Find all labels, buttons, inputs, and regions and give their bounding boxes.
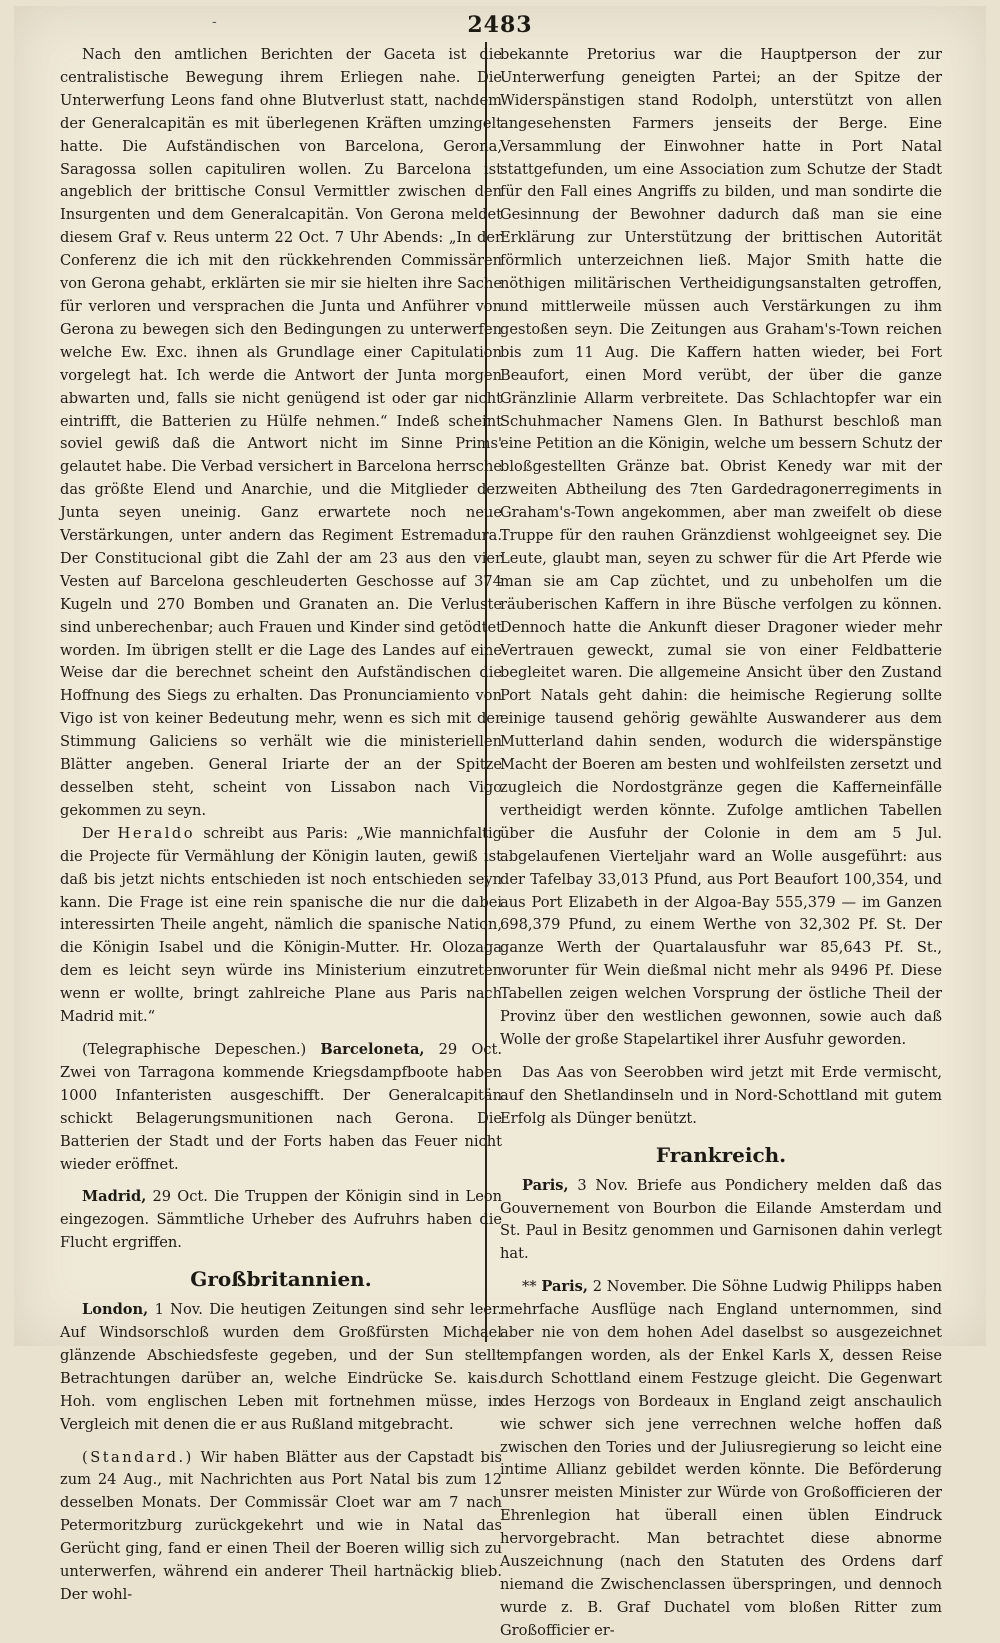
page-mark: - [212,14,217,30]
page-number: 2483 [467,12,533,38]
paragraph-text: Wir haben Blätter aus der Capstadt bis zum 24 Aug., mit Nachrichten aus Port Natal bis zum 12 desselben Monats. Der Commissär Cloet war am 7 nach Petermoritzburg zurückgekehrt und wie in Natal das Gerücht ging, fand er einen Theil der Boeren willig sich zu unterwerfen, während ein anderer Theil hartnäckig blieb. Der wohl- [60,1448,502,1603]
seal-fertilizer-paragraph: Das Aas von Seerobben wird jetzt mit Erde vermischt, auf den Shetlandinseln und in Nord-Schottland mit gutem Erfolg als Dünger benützt. [500,1063,942,1127]
paragraph-text: Briefe aus Pondichery melden daß das Gouvernement von Bourbon die Eilande Amsterdam und St. Paul in Besitz genommen und Garnisonen dahin verlegt hat. [500,1176,943,1263]
paragraph-lead: Der [82,824,110,842]
dispatch-label: (Telegraphische Depeschen.) [82,1040,307,1058]
heraldo-paragraph [60,823,502,1029]
dateline-place: Madrid, [82,1188,147,1206]
paragraph-text: 2 November. Die Söhne Ludwig Philipps haben mehrfache Ausflüge nach England unternommen, sind aber nie von dem hohen Adel daselbst so ausgezeichnet empfangen worden, als der Enkel Karls X, dessen Reise durch Schottland einem Festzuge gleicht. Die Gegenwart des Herzogs von Bordeaux in England zeigt anschaulich wie schwer sich jene verrechnen welche hoffen daß zwischen den Tories und der Juliusregierung so leicht eine intime Allianz gebildet werden könnte. Die Beförderung unsrer meisten Minister zur Würde von Großofficieren der Ehrenlegion hat überall einen üblen Eindruck hervorgebracht. Man betrachtet diese abnorme Auszeichnung (nach den Statuten des Ordens darf niemand die Zwischenclassen überspringen, und dennoch wurde z. B. Graf Duchatel vom bloßen Ritter zum Großofficier er- [500,1278,942,1639]
london-paragraph [60,1299,502,1436]
paragraph-text: Die heutigen Zeitungen sind sehr leer. Auf Windsorschloß wurden dem Großfürsten Michael glänzende Abschiedsfeste gegeben, und der Sun stellt Betrachtungen darüber an, welche Eindrücke Se. kais. Hoh. vom englischen Leben mit fortnehmen müsse, in Vergleich mit denen die er aus Rußland mitgebracht. [60,1301,502,1433]
source-name: (Standard.) [82,1448,194,1466]
right-column [500,44,942,1643]
paragraph-text: 29 Oct. Die Truppen der Königin sind in Leon eingezogen. Sämmtliche Urheber des Aufruhrs haben die Flucht ergriffen. [60,1188,503,1252]
correspondent-mark: ** [522,1278,537,1296]
paris-bordeaux-paragraph [500,1276,942,1643]
cape-continued-paragraph: bekannte Pretorius war die Hauptperson der zur Unterwerfung geneigten Partei; an der Spitze der Widerspänstigen stand Rodolph, unterstützt von allen angesehensten Farmers jenseits der Berge. Eine Versammlung der Einwohner hatte in Port Natal stattgefunden, um eine Association zum Schutze der Stadt für den Fall eines Angriffs zu bilden, und man sondirte die Gesinnung der Bewohner dadurch daß man sie eine Erklärung zur Unterstützung der brittischen Autorität förmlich unterzeichnen ließ. Major Smith hatte die nöthigen militärischen Vertheidigungsanstalten getroffen, und mittlerweile müssen auch Verstärkungen zu ihm gestoßen seyn. Die Zeitungen aus Graham's-Town reichen bis zum 11 Aug. Die Kaffern hatten wieder, bei Fort Beaufort, einen Mord verübt, der über die ganze Gränzlinie Allarm verbreitete. Das Schlachtopfer war ein Schuhmacher Namens Glen. In Bathurst beschloß man eine Petition an die Königin, welche um bessern Schutz der bloßgestellten Gränze bat. Obrist Kenedy war mit der zweiten Abtheilung des 7ten Gardedragonerregiments in Graham's-Town angekommen, aber man zweifelt ob diese Truppe für den rauhen Gränzdienst wohlgeeignet sey. Die Leute, glaubt man, seyen zu schwer für die Art Pferde wie man sie am Cap züchtet, und zu unbeholfen um die räuberischen Kaffern in ihre Büsche verfolgen zu können. Dennoch hatte die Ankunft dieser Dragoner wieder mehr Vertrauen geweckt, zumal sie von einer Feldbatterie begleitet waren. Die allgemeine Ansicht über den Zustand Port Natals geht dahin: die heimische Regierung sollte einige tausend gehörig gewählte Auswanderer aus dem Mutterland dahin senden, wodurch die widerspänstige Macht der Boeren am besten und wohlfeilsten zersetzt und zugleich die Nordostgränze gegen die Kafferneinfälle vertheidigt werden könnte. Zufolge amtlichen Tabellen über die Ausfuhr der Colonie in dem am 5 Jul. abgelaufenen Vierteljahr ward an Wolle ausgeführt: aus der Tafelbay 33,013 Pfund, aus Port Beaufort 100,354, und aus Port Elizabeth in der Algoa-Bay 555,379 — im Ganzen 698,379 Pfund, zu einem Werthe von 32,302 Pf. St. Der ganze Werth der Quartalausfuhr war 85,643 Pf. St., worunter für Wein dießmal nicht mehr als 9496 Pf. Diese Tabellen zeigen welchen Vorsprung der östliche Theil der Provinz über den westlichen gewonnen, sowie auch daß Wolle der große Stapelartikel ihrer Ausfuhr geworden. [500,46,942,1048]
dateline-place: London, [82,1301,149,1319]
section-heading-france: Frankreich. [655,1142,787,1167]
paragraph-text: schreibt aus Paris: „Wie mannichfaltig die Projecte für Vermählung der Königin lauten, gewiß ist daß bis jetzt nichts entschieden ist noch entschieden seyn kann. Die Frage ist eine rein spanische die nur die dabei interessirten Theile angeht, nämlich die spanische Nation, die Königin Isabel und die Königin-Mutter. Hr. Olozaga dem es leicht seyn würde ins Ministerium einzutreten wenn er wollte, bringt zahlreiche Plane aus Paris nach Madrid mit.“ [60,824,502,1026]
telegraph-paragraph [60,1039,502,1176]
dateline-date: 3 Nov. [577,1176,629,1194]
section-heading-great-britain: Großbritannien. [190,1267,372,1292]
paris-bourbon-paragraph [500,1175,942,1267]
source-name: Heraldo [117,824,195,842]
madrid-paragraph [60,1186,502,1255]
left-column [60,44,502,1607]
dateline-place: Paris, [522,1176,569,1194]
standard-paragraph [60,1447,502,1607]
paragraph-text: 29 Oct. Zwei von Tarragona kommende Kriegsdampfboote haben 1000 Infanteristen ausgeschifft. Der Generalcapitän schickt Belagerungsmunitionen nach Gerona. Die Batterien der Stadt und der Forts haben das Feuer nicht wieder eröffnet. [60,1040,502,1173]
dateline-place: Barceloneta, [320,1040,425,1058]
dateline-date: 1 Nov. [154,1301,203,1319]
spain-gaceta-paragraph: Nach den amtlichen Berichten der Gaceta ist die centralistische Bewegung ihrem Erliegen nahe. Die Unterwerfung Leons fand ohne Blutverlust statt, nachdem der Generalcapitän es mit überlegenen Kräften umzingelt hatte. Die Aufständischen von Barcelona, Gerona, Saragossa sollen capituliren wollen. Zu Barcelona ist angeblich der brittische Consul Vermittler zwischen den Insurgenten und dem Generalcapitän. Von Gerona meldet diesem Graf v. Reus unterm 22 Oct. 7 Uhr Abends: „In der Conferenz die ich mit den rückkehrenden Commissären von Gerona gehabt, erklärten sie mir sie hielten ihre Sache für verloren und versprachen die Junta und Anführer von Gerona zu bewegen sich den Bedingungen zu unterwerfen welche Ew. Exc. ihnen als Grundlage einer Capitulation vorgelegt hat. Ich werde die Antwort der Junta morgen abwarten und, falls sie nicht genügend ist oder gar nicht eintrifft, die Batterien zu Hülfe nehmen.“ Indeß scheint soviel gewiß daß die Antwort nicht im Sinne Prims' gelautet habe. Die Verbad versichert in Barcelona herrsche das größte Elend und Anarchie, und die Mitglieder der Junta seyen uneinig. Ganz erwartete noch neue Verstärkungen, unter andern das Regiment Estremadura. Der Constitucional gibt die Zahl der am 23 aus den vier Vesten auf Barcelona geschleuderten Geschosse auf 374 Kugeln und 270 Bomben und Granaten an. Die Verluste sind unberechenbar; auch Frauen und Kinder sind getödtet worden. Im übrigen stellt er die Lage des Landes auf eine Weise dar die berechnet scheint den Aufständischen die Hoffnung des Siegs zu erhalten. Das Pronunciamiento von Vigo ist von keiner Bedeutung mehr, wenn es sich mit der Stimmung Galiciens so verhält wie die ministeriellen Blätter angeben. General Iriarte der an der Spitze desselben steht, scheint von Lissabon nach Vigo gekommen zu seyn. [60,46,502,819]
dateline-place: Paris, [541,1278,588,1296]
